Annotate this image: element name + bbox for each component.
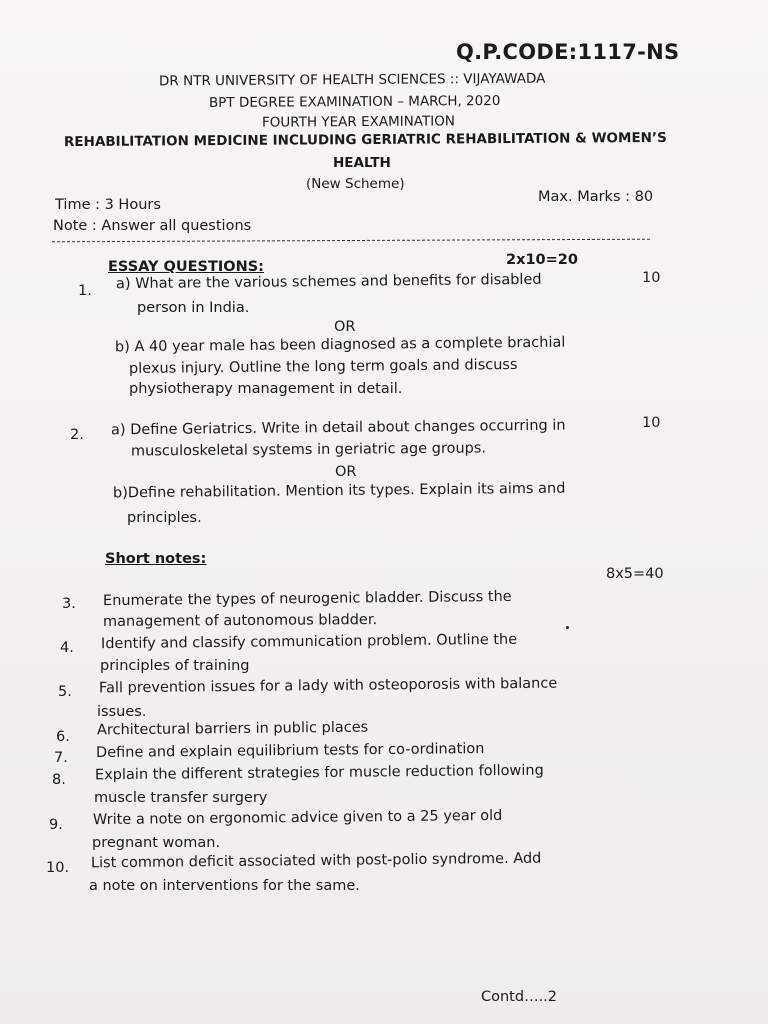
q2b-line-1: b)Define rehabilitation. Mention its types. Explain its aims and <box>112 480 566 502</box>
short-note-number: 10. <box>46 860 70 876</box>
short-note-line-1: Write a note on ergonomic advice given to a 25 year old <box>92 807 503 829</box>
short-note-line-2: muscle transfer surgery <box>94 790 268 806</box>
q2a-line-2: musculoskeletal systems in geriatric age groups. <box>130 440 487 460</box>
max-marks-label: Max. Marks : 80 <box>538 189 654 205</box>
scheme-label: (New Scheme) <box>306 176 405 192</box>
short-note-line-1: List common deficit associated with post-polio syndrome. Add <box>90 850 542 872</box>
note-label: Note : Answer all questions <box>53 218 252 234</box>
short-note-number: 4. <box>60 640 74 656</box>
short-note-line-1: Fall prevention issues for a lady with osteoporosis with balance <box>98 675 558 697</box>
short-note-number: 6. <box>56 729 70 745</box>
short-note-number: 8. <box>52 772 66 788</box>
q1b-line-3: physiotherapy management in detail. <box>129 381 403 397</box>
university-name: DR NTR UNIVERSITY OF HEALTH SCIENCES :: VIJAYAWADA <box>158 70 546 90</box>
q1b-line-1: b) A 40 year male has been diagnosed as a complete brachial <box>114 334 566 356</box>
separator-line <box>52 239 650 243</box>
short-note-number: 7. <box>54 750 68 766</box>
question-marks-2: 10 <box>642 415 661 431</box>
short-note-line-1: Enumerate the types of neurogenic bladder. Discuss the <box>102 588 512 610</box>
short-note-number: 5. <box>58 684 72 700</box>
subject-line-1: REHABILITATION MEDICINE INCLUDING GERIATRIC REHABILITATION & WOMEN’S <box>63 129 667 151</box>
exam-year: FOURTH YEAR EXAMINATION <box>261 113 455 131</box>
exam-title: BPT DEGREE EXAMINATION – MARCH, 2020 <box>208 92 501 112</box>
short-note-line-1: Explain the different strategies for muscle reduction following <box>94 762 544 784</box>
short-note-line-1: Architectural barriers in public places <box>96 719 369 739</box>
q1-or: OR <box>334 319 356 335</box>
question-number-1: 1. <box>78 283 92 299</box>
short-note-number: 9. <box>49 817 63 833</box>
question-marks-1: 10 <box>642 270 661 286</box>
q1a-line-2: person in India. <box>137 300 250 316</box>
short-note-line-2: a note on interventions for the same. <box>89 878 360 894</box>
short-note-number: 3. <box>62 596 76 612</box>
subject-line-2: HEALTH <box>333 155 391 171</box>
short-note-line-1: Identify and classify communication problem. Outline the <box>100 631 518 653</box>
short-note-line-2: principles of training <box>100 658 250 674</box>
short-note-line-1: Define and explain equilibrium tests for co-ordination <box>95 740 485 762</box>
ink-speck <box>566 626 569 629</box>
short-notes-title: Short notes: <box>105 551 207 567</box>
q2b-line-2: principles. <box>127 510 202 526</box>
question-number-2: 2. <box>70 427 84 443</box>
qp-code: Q.P.CODE:1117-NS <box>456 40 680 64</box>
time-label: Time : 3 Hours <box>55 197 161 213</box>
short-notes-marks: 8x5=40 <box>606 566 664 582</box>
q1a-line-1: a) What are the various schemes and benefits for disabled <box>115 271 542 293</box>
short-note-line-2: issues. <box>97 704 147 720</box>
short-note-line-2: management of autonomous bladder. <box>102 612 378 630</box>
q1b-line-2: plexus injury. Outline the long term goals and discuss <box>128 356 518 378</box>
short-note-line-2: pregnant woman. <box>92 835 221 851</box>
q2-or: OR <box>335 464 357 480</box>
q2a-line-1: a) Define Geriatrics. Write in detail about changes occurring in <box>110 417 566 439</box>
continued-label: Contd…..2 <box>481 989 558 1005</box>
essay-marks: 2x10=20 <box>506 252 578 268</box>
essay-title: ESSAY QUESTIONS: <box>108 259 264 275</box>
